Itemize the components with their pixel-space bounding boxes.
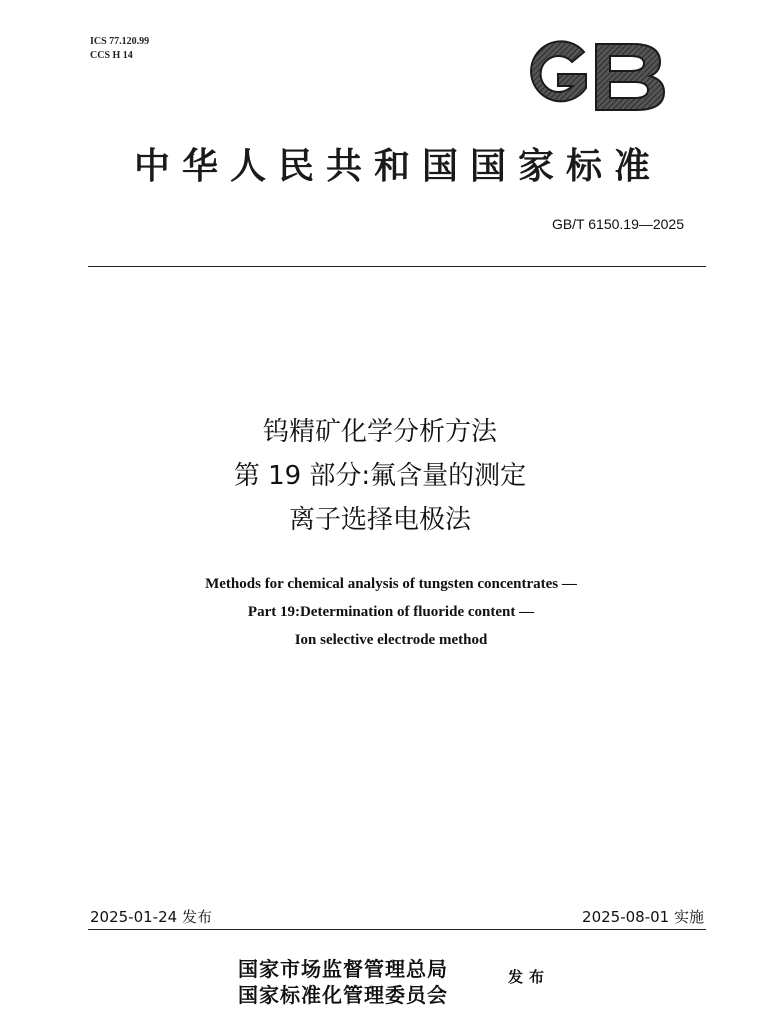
english-title-line: Part 19:Determination of fluoride content —	[247, 604, 535, 620]
chinese-title	[90, 410, 670, 542]
classification-codes	[90, 35, 149, 63]
issuer-name: 国家市场监督管理总局	[238, 957, 448, 981]
english-title	[90, 570, 692, 654]
issuer-name: 国家标准化管理委员会	[238, 983, 448, 1007]
gb-logo-icon	[514, 38, 666, 114]
issue-date: 2025-01-24 发布	[90, 908, 212, 926]
standard-number: GB/T 6150.19—2025	[551, 216, 684, 232]
chinese-title-line: 钨精矿化学分析方法	[262, 417, 497, 447]
bottom-divider	[88, 929, 706, 930]
ccs-code: CCS H 14	[90, 50, 133, 61]
ics-code: ICS 77.120.99	[90, 36, 150, 47]
publish-label: 发布	[508, 968, 551, 986]
country-standard-title: 中华人民共和国国家标准	[133, 145, 662, 187]
top-divider	[88, 266, 706, 267]
chinese-title-line: 离子选择电极法	[288, 505, 471, 535]
issuing-authorities	[238, 956, 448, 1008]
english-title-line: Ion selective electrode method	[294, 632, 488, 648]
english-title-line: Methods for chemical analysis of tungsten concentrates —	[205, 576, 577, 592]
chinese-title-line: 第 19 部分:氟含量的测定	[233, 461, 527, 491]
implementation-date: 2025-08-01 实施	[582, 908, 704, 926]
